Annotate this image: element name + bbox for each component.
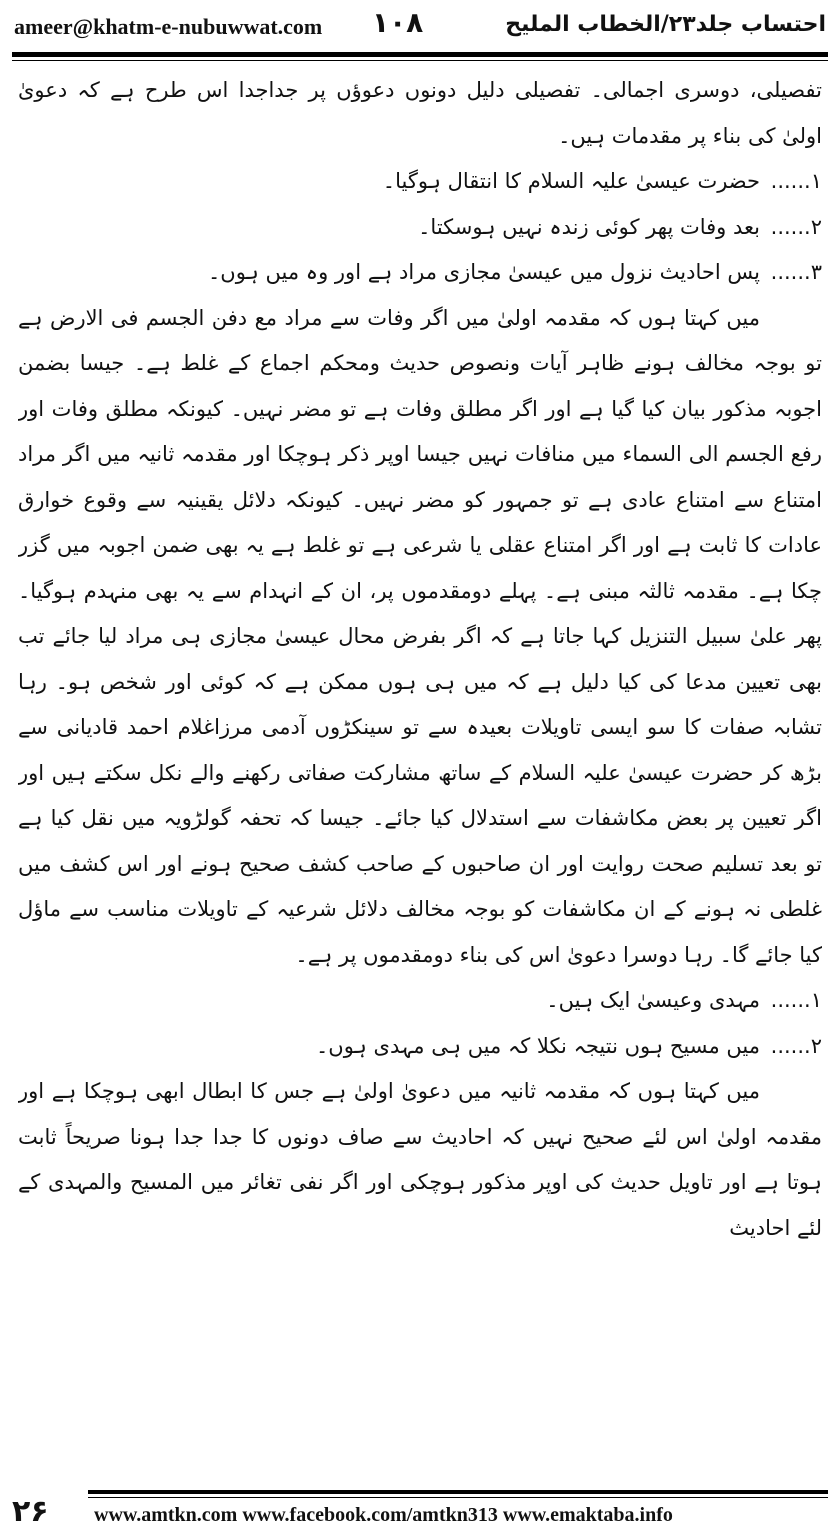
list-item xyxy=(18,1024,822,1070)
header-rule-thin xyxy=(12,60,828,61)
header-page-number: ۱۰۸ xyxy=(372,6,424,39)
list-item-number: ۱...... xyxy=(770,988,822,1012)
list-item-text: پس احادیث نزول میں عیسیٰ مجازی مراد ہے اور وہ میں ہوں۔ xyxy=(207,260,760,284)
list-item xyxy=(18,978,822,1024)
list-item xyxy=(18,250,822,296)
list-item-text: حضرت عیسیٰ علیہ السلام کا انتقال ہوگیا۔ xyxy=(382,169,760,193)
footer-rule-thick xyxy=(88,1490,828,1494)
list-item-number: ۲...... xyxy=(770,1033,822,1058)
list-item-text: مہدی وعیسیٰ ایک ہیں۔ xyxy=(546,988,760,1012)
footer-rule-thin xyxy=(88,1497,828,1498)
page-footer xyxy=(0,1488,840,1540)
list-item-number: ۱...... xyxy=(770,169,822,193)
footer-number: ۲۶ xyxy=(12,1494,49,1529)
paragraph-intro: تفصیلی، دوسری اجمالی۔ تفصیلی دلیل دونوں دعوؤں پر جداجدا اس طرح ہے کہ دعویٰ اولیٰ کی بناء پر مقدمات ہیں۔ xyxy=(18,78,822,148)
list-item xyxy=(18,205,822,251)
list-item-number: ۳...... xyxy=(770,260,822,284)
list-item-number: ۲...... xyxy=(770,214,822,239)
list-item-text: میں مسیح ہوں نتیجہ نکلا کہ میں ہی مہدی ہوں۔ xyxy=(315,1033,760,1058)
paragraph-final: میں کہتا ہوں کہ مقدمہ ثانیہ میں دعویٰ اولیٰ ہے جس کا ابطال ابھی ہوچکا ہے اور مقدمہ اولیٰ اس لئے صحیح نہیں کہ احادیث سے صاف دونوں کا جدا جدا ہونا صریحاً ثابت ہوتا ہے اور تاویل حدیث کی اوپر مذکور ہوچکی اور اگر نفی تغائر میں المسیح والمہدی کے لئے احادیث xyxy=(18,1079,822,1240)
list-item-text: بعد وفات پھر کوئی زندہ نہیں ہوسکتا۔ xyxy=(418,214,760,239)
header-email[interactable]: ameer@khatm-e-nubuwwat.com xyxy=(14,14,323,39)
header-book-title: احتساب جلد۲۳/الخطاب الملیح xyxy=(505,12,826,37)
page-content xyxy=(18,68,822,1480)
page-header xyxy=(0,0,840,52)
footer-links[interactable]: www.amtkn.com www.facebook.com/amtkn313 www.emaktaba.info xyxy=(94,1504,673,1526)
header-rule-thick xyxy=(12,52,828,57)
paragraph-main: میں کہتا ہوں کہ مقدمہ اولیٰ میں اگر وفات سے مراد مع دفن الجسم فی الارض ہے تو بوجہ مخالف ہونے ظاہر آیات ونصوص حدیث ومحکم اجماع کے غلط ہے۔ جیسا بضمن اجوبہ مذکور بیان کیا گیا ہے اور اگر مطلق وفات ہے تو مضر نہیں۔ کیونکہ مطلق وفات اور رفع الجسم الی السماء میں منافات نہیں جیسا اوپر ذکر ہوچکا اور مقدمہ ثانیہ میں اگر مراد امتناع سے امتناع عادی ہے تو جمہور کو مضر نہیں۔ کیونکہ دلائل یقینیہ سے وقوع خوارق عادات کا ثابت ہے اور اگر امتناع عقلی یا شرعی ہے تو غلط ہے یہ بھی ضمن اجوبہ میں گزر چکا ہے۔ مقدمہ ثالثہ مبنی ہے۔ پہلے دومقدموں پر، ان کے انہدام سے یہ بھی منہدم ہوگیا۔ پھر علیٰ سبیل التنزیل کہا جاتا ہے کہ اگر بفرض محال عیسیٰ مجازی ہی مراد لیا جائے تب بھی تعیین مدعا کی کیا دلیل ہے کہ میں ہی ہوں ممکن ہے کہ کوئی اور شخص ہو۔ رہا تشابہ صفات کا سو ایسی تاویلات بعیدہ سے تو سینکڑوں آدمی مرزاغلام احمد قادیانی سے بڑھ کر حضرت عیسیٰ علیہ السلام کے ساتھ مشارکت صفاتی رکھنے والے نکل سکتے ہیں اور اگر تعیین پر بعض مکاشفات سے استدلال کیا جائے۔ جیسا کہ تحفہ گولڑویہ میں نقل کیا ہے تو بعد تسلیم صحت روایت اور ان صاحبوں کے صاحب کشف صحیح ہونے اور اس کشف میں غلطی نہ ہونے کے ان مکاشفات کو بوجہ مخالف دلائل شرعیہ کے تاویلات مناسب سے ماؤل کیا جائے گا۔ رہا دوسرا دعویٰ اس کی بناء دومقدموں پر ہے۔ xyxy=(18,305,822,967)
list-item xyxy=(18,159,822,205)
